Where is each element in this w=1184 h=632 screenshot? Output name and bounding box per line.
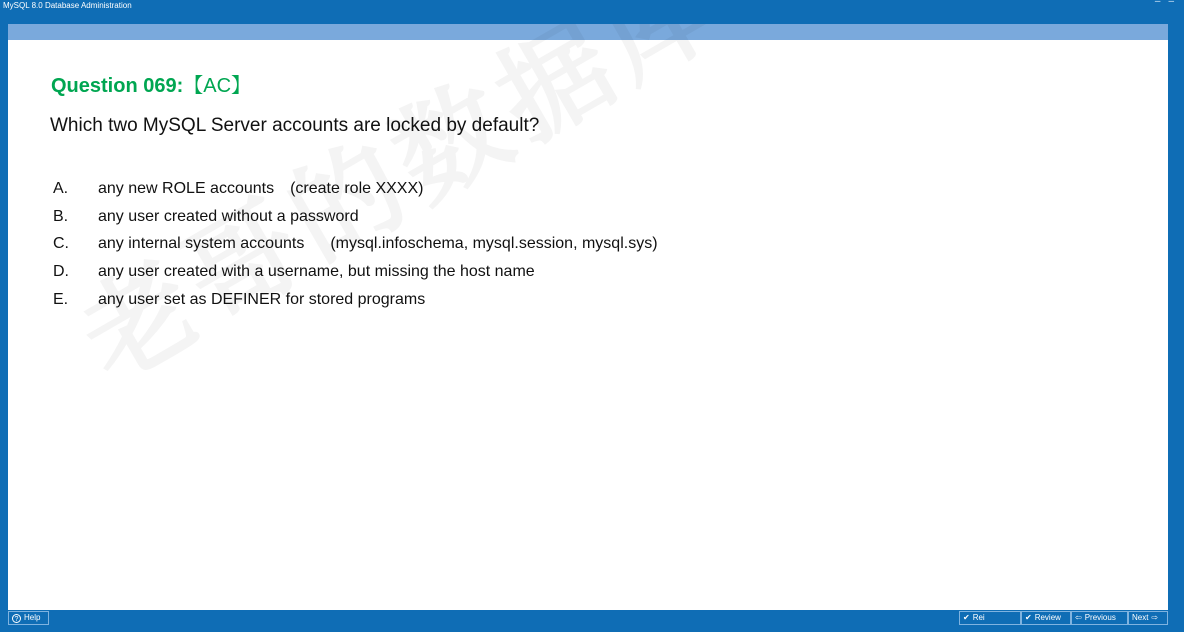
question-panel bbox=[8, 24, 1168, 610]
window-title: MySQL 8.0 Database Administration bbox=[3, 1, 132, 10]
minimize-icon[interactable]: – bbox=[1154, 0, 1161, 7]
option-letter: A. bbox=[53, 179, 69, 197]
checkmark-icon: ✔ bbox=[1025, 613, 1032, 622]
review-mark-button[interactable] bbox=[959, 611, 1021, 625]
option-letter: B. bbox=[53, 207, 69, 225]
window-controls bbox=[1155, 0, 1174, 8]
help-button[interactable] bbox=[8, 611, 49, 625]
checkmark-icon: ✔ bbox=[963, 613, 970, 622]
options-list bbox=[53, 175, 658, 314]
option-text: any user set as DEFINER for stored programs bbox=[98, 291, 426, 309]
bottom-toolbar bbox=[0, 610, 1184, 626]
previous-label: Previous bbox=[1084, 613, 1116, 622]
option-text: any user created without a password bbox=[98, 207, 359, 225]
arrow-right-icon: ⇨ bbox=[1151, 613, 1159, 622]
option-note: (create role XXXX) bbox=[290, 179, 424, 197]
arrow-left-icon: ⇦ bbox=[1075, 613, 1082, 622]
question-number: Question 069: bbox=[51, 75, 184, 97]
option-text: any internal system accounts bbox=[98, 235, 305, 253]
option-a bbox=[53, 175, 658, 203]
next-label: Next bbox=[1132, 613, 1149, 622]
review-label: Review bbox=[1034, 613, 1061, 622]
option-letter: E. bbox=[53, 291, 69, 309]
option-d bbox=[53, 258, 658, 286]
option-text: any new ROLE accounts bbox=[98, 179, 275, 197]
review-mark-label: Rei bbox=[972, 613, 985, 622]
previous-button[interactable] bbox=[1071, 611, 1128, 625]
question-text: Which two MySQL Server accounts are locked by default? bbox=[50, 115, 540, 136]
review-button[interactable] bbox=[1021, 611, 1071, 625]
help-label: Help bbox=[24, 613, 41, 622]
option-letter: C. bbox=[53, 235, 69, 253]
answer-key: 【AC】 bbox=[183, 75, 252, 97]
next-button[interactable] bbox=[1128, 611, 1168, 625]
option-letter: D. bbox=[53, 263, 69, 281]
close-icon[interactable]: – bbox=[1168, 0, 1174, 7]
question-title bbox=[51, 69, 251, 98]
option-note: (mysql.infoschema, mysql.session, mysql.sys) bbox=[330, 235, 658, 253]
help-icon: ? bbox=[12, 614, 21, 623]
option-c bbox=[53, 231, 658, 259]
window-titlebar bbox=[0, 0, 1184, 22]
header-stripe bbox=[8, 24, 1168, 40]
option-e bbox=[53, 286, 658, 314]
option-b bbox=[53, 203, 658, 231]
option-text: any user created with a username, but missing the host name bbox=[98, 263, 535, 281]
